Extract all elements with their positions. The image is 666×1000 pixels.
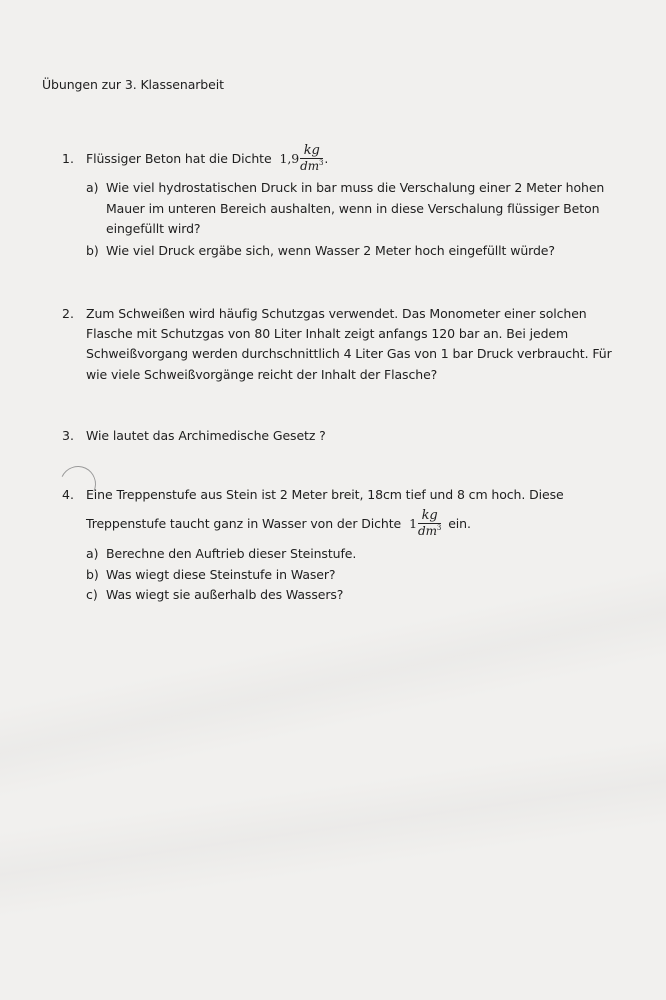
question-2-line-4: wie viele Schweißvorgänge reicht der Inhalt der Flasche? (86, 367, 438, 382)
question-4-line-2-text: Treppenstufe taucht ganz in Wasser von der Dichte (86, 515, 402, 531)
question-1b-label: b) (86, 243, 99, 258)
question-2-line-2: Flasche mit Schutzgas von 80 Liter Inhalt zeigt anfangs 120 bar an. Bei jedem (86, 326, 569, 341)
density-1-coefficient: 1,9 (279, 150, 300, 166)
question-4a-text: Berechne den Auftrieb dieser Steinstufe. (106, 546, 357, 561)
question-4-line-2 (86, 504, 471, 542)
question-4-line-1: Eine Treppenstufe aus Stein ist 2 Meter breit, 18cm tief und 8 cm hoch. Diese (86, 487, 564, 502)
density-1-unit-exponent: 3 (319, 159, 324, 167)
worksheet-title: Übungen zur 3. Klassenarbeit (42, 77, 224, 92)
density-1-fraction (300, 144, 323, 172)
question-1-text: Flüssiger Beton hat die Dichte (86, 150, 272, 166)
density-2-unit-denominator: dm (417, 524, 437, 538)
density-2-unit-numerator: kg (418, 509, 441, 524)
question-4b-text: Was wiegt diese Steinstufe in Waser? (106, 567, 336, 582)
question-1-number: 1. (62, 151, 74, 166)
question-4-line-2-end: ein. (448, 515, 471, 531)
question-1a-label: a) (86, 180, 99, 195)
question-1b-text: Wie viel Druck ergäbe sich, wenn Wasser 2 Meter hoch eingefüllt würde? (106, 243, 555, 258)
density-2-unit-exponent: 3 (436, 524, 442, 532)
question-1a-line-1: Wie viel hydrostatischen Druck in bar muss die Verschalung einer 2 Meter hohen (106, 180, 605, 195)
question-1-statement (86, 141, 328, 175)
question-4a-label: a) (86, 546, 99, 561)
question-4b-label: b) (86, 567, 99, 582)
density-2-coefficient: 1 (409, 515, 417, 531)
question-2-line-1: Zum Schweißen wird häufig Schutzgas verwendet. Das Monometer einer solchen (86, 306, 587, 321)
question-2-number: 2. (62, 306, 74, 321)
density-2-fraction (418, 509, 441, 537)
question-3-number: 3. (62, 428, 74, 443)
question-4-number: 4. (62, 487, 74, 502)
question-4c-text: Was wiegt sie außerhalb des Wassers? (106, 587, 344, 602)
density-1-unit-numerator: kg (300, 144, 323, 159)
question-3-text: Wie lautet das Archimedische Gesetz ? (86, 428, 326, 443)
question-2-line-3: Schweißvorgang werden durchschnittlich 4 Liter Gas von 1 bar Druck verbraucht. Für (86, 346, 612, 361)
question-1-period: . (324, 150, 329, 166)
question-1a-line-2: Mauer im unteren Bereich aushalten, wenn in diese Verschalung flüssiger Beton (106, 201, 600, 216)
density-1-unit-denominator: dm (300, 159, 320, 173)
question-1a-line-3: eingefüllt wird? (106, 221, 201, 236)
question-4c-label: c) (86, 587, 98, 602)
